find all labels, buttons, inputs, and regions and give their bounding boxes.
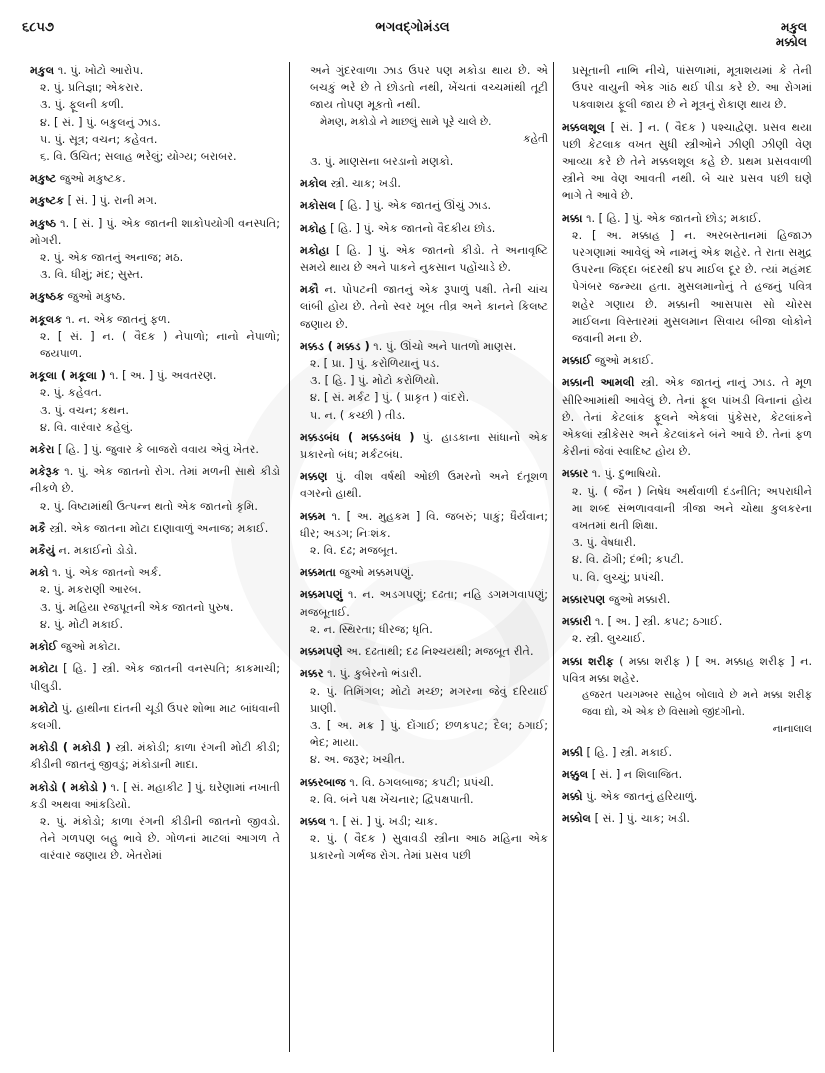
sense-text: ૪. [ સં. મર્કટ ] પું. ( પ્રાકૃત ) વાંદરો. bbox=[310, 391, 470, 405]
definition-text: ૩. પું. માણસના બરડાનો મણકો. bbox=[310, 155, 454, 169]
definition-text: જુઓ મકાઈ. bbox=[594, 354, 654, 368]
headword: મક્કરબાજ bbox=[300, 775, 346, 789]
sense-text: ૨. પું. એક જાતનું અનાજ; મઠ. bbox=[40, 251, 184, 265]
dictionary-entry bbox=[300, 508, 548, 560]
definition-text: [ હિ. ] પું. એક જાતનું ઊંચું ઝાડ. bbox=[339, 199, 492, 213]
headword: મક્કલશૂલ bbox=[562, 120, 606, 134]
sense-text: ૩. પું. વેષધારી. bbox=[572, 536, 637, 550]
sense-text: ૫. પું. સૂત્ર; વચન; કહેવત. bbox=[40, 132, 158, 146]
definition-text: ન. પોપટની જાતનું એક રૂપાળું પક્ષી. તેની ચાંચ લાંબી હોય છે. તેનો સ્વર ખૂબ તીવ્ર અને કાનને કિલષ્ટ જણાય છે. bbox=[300, 283, 548, 331]
definition-text: ૧. પું. એક જાતનો રોગ. તેમાં મળની સાથે કીડો નીકળે છે. bbox=[30, 465, 280, 496]
definition-text: પું. હાડકાના સાંધાનો એક પ્રકારનો બંધ; મર્કટબંધ. bbox=[300, 430, 548, 462]
dictionary-entry bbox=[562, 766, 812, 783]
dictionary-entry bbox=[30, 700, 280, 734]
sense-text: ૨. પું. પ્રતિજ્ઞા; એકરાર. bbox=[40, 81, 144, 95]
dictionary-column-3 bbox=[562, 62, 812, 832]
dictionary-entry bbox=[300, 175, 548, 192]
headword: મકૂલક bbox=[30, 312, 63, 326]
sense-text: ૩. [ અ. મક્ર ] પું. દોંગાઈ; છળકપટ; દૈલ; ઠગાઈ; ભેદ; માયા. bbox=[310, 718, 548, 750]
headword: મકૈ bbox=[30, 521, 46, 535]
sense-text: ૪. પું. મોટી મકાઈ. bbox=[40, 617, 124, 631]
dictionary-entry bbox=[30, 564, 280, 633]
dictionary-entry bbox=[300, 242, 548, 276]
dictionary-entry bbox=[562, 810, 812, 827]
dictionary-entry bbox=[300, 153, 548, 170]
sense-text: ૪. વિ. વારંવાર કહેલું. bbox=[40, 420, 134, 434]
definition-text: જુઓ મક્કમપણું. bbox=[339, 566, 414, 580]
sense-text: ૨. પું. કહેવત. bbox=[40, 386, 102, 400]
definition-text: સ્ત્રી. મંકોડી; કાળા રંગની મોટી કીડી; કીડીની જાતનું જીવડું; મંકોડાની માદા. bbox=[30, 741, 280, 772]
citation-source: નાનાલાલ bbox=[772, 723, 812, 736]
sense-text: ૨. વિ. દઢ; મજબૂત. bbox=[310, 544, 398, 558]
dictionary-entry bbox=[300, 62, 548, 148]
headword: મક્કારી bbox=[562, 615, 592, 629]
definition-text: ૧. [ અ. ] પું. અવતરણ. bbox=[109, 369, 217, 383]
dictionary-entry bbox=[30, 520, 280, 537]
sense-text: ૩. [ હિ. ] પું. મોટો કરોળિયો. bbox=[310, 374, 440, 388]
sense-text: ૬. વિ. ઉચિત; સલાહ ભરેલું; યોગ્ય; બરાબર. bbox=[40, 150, 237, 164]
citation-quote: હજરત પયગમ્બર સાહેબ બોલાવે છે મને મક્કા શરીફ જવા દ્યો, એ એક છે વિસામો જીંદગીનો. bbox=[582, 688, 812, 719]
citation-source: કહેતી bbox=[523, 132, 548, 145]
headword: મક્કોલ bbox=[562, 812, 592, 826]
dictionary-entry bbox=[562, 744, 812, 761]
headword: મક્કર bbox=[300, 667, 324, 681]
headword: મક્કા bbox=[562, 211, 583, 225]
headword: મકોલ bbox=[300, 177, 328, 191]
definition-text: ૧. પું. ખોટો આરોપ. bbox=[57, 64, 144, 77]
dictionary-entry bbox=[562, 374, 812, 460]
definition-text: ૧. વિ. ઠગલબાજ; કપટી; પ્રપંચી. bbox=[349, 775, 494, 789]
sense-text: ૨. સ્ત્રી. લુચ્ચાઈ. bbox=[572, 632, 646, 646]
headword: મક્કા શરીફ bbox=[562, 654, 614, 668]
definition-text: જુઓ મકુષ્ઠ. bbox=[67, 290, 126, 304]
sense-text: ૨. [ સં. ] ન. ( વૈદક ) નેપાળો; નાનો નેપાળો; જયપાળ. bbox=[40, 329, 280, 361]
dictionary-entry bbox=[30, 441, 280, 458]
headword: મકુષ્ટક bbox=[30, 194, 65, 208]
sense-text: ૩. વિ. ધીમું; મંદ; સુસ્ત. bbox=[40, 268, 144, 282]
headword: મકોટા bbox=[30, 662, 58, 676]
definition-text: જુઓ મકોટા. bbox=[60, 640, 121, 654]
definition-text: [ સં. ] ન. ( વૈદક ) પશ્ચાદ્વેણ. પ્રસવ થયા પછી કેટલાક વખત સુધી સ્ત્રીઓને ઝીણી ઝીણી વેણ આવ્યા કરે છે તેને મક્કલશૂલ કહે છે. પ્રથમ પ્રસવવાળી સ્ત્રીને આ વેણ આવતી નથી. બે ચાર પ્રસવ પછી ઘણે ભાગે તે આવે છે. bbox=[562, 120, 812, 203]
headword: મક્કી bbox=[562, 745, 583, 759]
definition-text: ૧. પું. એક જાતનો અર્ક. bbox=[52, 566, 162, 580]
sense-text: ૪. અ. જરૂર; ખચીત. bbox=[310, 753, 405, 767]
dictionary-entry bbox=[562, 788, 812, 805]
dictionary-entry bbox=[30, 739, 280, 773]
headword: મક્કાની આમલી bbox=[562, 376, 635, 390]
definition-text: પું. એક જાતનું હરિયાળું. bbox=[586, 789, 698, 803]
headword: મકૌ bbox=[300, 283, 319, 297]
definition-text: ૧. [ સં. ] પું. એક જાતની શાકોપયોગી વનસ્પતિ; મોગરી. bbox=[30, 216, 280, 247]
definition-text: [ હિ. ] પું. એક જાતનો વૈદકીય છોડ. bbox=[330, 221, 496, 235]
definition-text: પ્રસૂતાની નાભિ નીચે, પાંસળામાં, મૂત્રાશયમાં કે તેની ઉપર વાયુની એક ગાંઠ થઈ પીડા કરે છે. આ રોગમાં પક્વાશય ફૂલી જાય છે ને મૂત્રનું રોકાણ થાય છે. bbox=[572, 64, 812, 112]
dictionary-entry bbox=[30, 463, 280, 515]
definition-text: [ હિ. ] સ્ત્રી. એક જાતની વનસ્પતિ; કાકમાચી; પીલુડી. bbox=[30, 662, 280, 693]
headword: મકો bbox=[30, 566, 49, 580]
definition-text: [ સં. ] ન શિલાજિત. bbox=[591, 767, 683, 781]
citation-quote: મેમણ, મકોડો ને માછલું સામે પૂરે ચાલે છે. bbox=[320, 115, 492, 128]
sense-text: ૨. [ પ્રા. ] પું. કરોળિયાનું પડ. bbox=[310, 357, 440, 371]
headword: મક્કમપણું bbox=[300, 588, 343, 602]
definition-text: ૧. [ સં. મહાકીટ ] પું. ઘરેણામાં નખાતી કડી અથવા આંકડિયો. bbox=[30, 780, 280, 811]
guide-word-first: મકુલ bbox=[780, 20, 807, 34]
definition-text: ન. મકાઈનો ડોડો. bbox=[58, 544, 138, 558]
definition-text: ૧. ન. એક જાતનું ફળ. bbox=[65, 312, 171, 326]
headword: મક્કમ bbox=[300, 509, 326, 523]
dictionary-entry bbox=[562, 352, 812, 369]
definition-text: [ હિ. ] પું. જુવાર કે બાજરો વવાય એવું ખેતર. bbox=[57, 443, 259, 457]
definition-text: જુઓ મક્કારી. bbox=[608, 592, 671, 606]
definition-text: ૧. [ હિ. ] પું. એક જાતનો છોડ; મકાઈ. bbox=[586, 211, 762, 225]
headword: મકોહા bbox=[300, 243, 330, 257]
headword: મક્કમતા bbox=[300, 566, 336, 580]
sense-text: ૨. પું. ( જૈન ) નિષેધ અર્થવાળી દંડનીતિ; અપરાધીને મા શબ્દ સંભળાવવાની ત્રીજા અને ચોથા કુલકરના વખતમાં થતી શિક્ષા. bbox=[572, 484, 812, 533]
headword: મક્કો bbox=[562, 789, 583, 803]
definition-text: [ હિ. ] સ્ત્રી. મકાઈ. bbox=[586, 745, 673, 759]
dictionary-entry bbox=[30, 215, 280, 284]
sense-text: ૫. વિ. લુચ્ચું; પ્રપંચી. bbox=[572, 570, 665, 584]
definition-text: અ. દઢતાથી; દઢ નિશ્ચયથી; મજબૂત રીતે. bbox=[346, 645, 534, 659]
dictionary-entry bbox=[30, 660, 280, 694]
headword: મકેરૂક bbox=[30, 465, 60, 479]
sense-text: ૨. પું. મંકોડો; કાળા રંગની કીડીની જાતનો જીવડો. તેને ગળપણ બહુ ભાવે છે. ગોળનાં માટલાં આગળ તે વારંવાર જણાય છે. ખેતરોમાં bbox=[40, 814, 280, 863]
dictionary-entry bbox=[562, 653, 812, 739]
sense-text: ૪. [ સં. ] પું. બકુલનું ઝાડ. bbox=[40, 115, 161, 129]
definition-text: [ સં. ] પું. ચાક; ખડી. bbox=[594, 812, 690, 826]
definition-text: [ હિ. ] પું. એક જાતનો કીડો. તે અનાવૃષ્ટિ સમયે થાય છે અને પાકને નુકસાન પહોંચાડે છે. bbox=[300, 243, 548, 275]
dictionary-entry bbox=[300, 586, 548, 638]
dictionary-entry bbox=[30, 779, 280, 865]
sense-text: ૨. [ અ. મક્કાહ ] ન. અરબસ્તાનમાં હિજાઝ પરગણામાં આવેલું એ નામનું એક શહેર. તે રાતા સમુદ્ર ઉપરના જિદ્દા બંદરથી ૪૫ માઈલ દૂર છે. ત્યાં મહંમદ પેગંબર જન્મ્યા હતા. મુસલમાનોનું તે હજનું પવિત્ર શહેર ગણાય છે. મક્કાની આસપાસ સો ચોરસ માઈલના વિસ્તારમાં મુસલમાન સિવાય બીજા લોકોને જવાની મના છે. bbox=[572, 228, 812, 346]
dictionary-entry bbox=[300, 665, 548, 768]
headword: મક્કારપણ bbox=[562, 592, 606, 606]
headword: મક્કણ bbox=[300, 470, 328, 484]
headword: મકૂલા ( મકૂલા ) bbox=[30, 369, 106, 383]
headword: મકોસલ bbox=[300, 199, 337, 213]
headword: મક્કડબંધ ( મક્કડબંધ ) bbox=[300, 430, 415, 444]
headword: મકોડો ( મકોડો ) bbox=[30, 780, 107, 794]
dictionary-entry bbox=[30, 288, 280, 305]
dictionary-entry bbox=[30, 62, 280, 165]
definition-text: ૧. પું. કુબેરનો ભંડારી. bbox=[327, 667, 422, 681]
sense-text: ૨. વિ. બંને પક્ષ ખેંચનાર; દ્વિપક્ષપાતી. bbox=[310, 792, 474, 806]
column-divider bbox=[553, 62, 554, 1052]
headword: મકુલ bbox=[30, 64, 55, 77]
headword: મકોઈ bbox=[30, 640, 58, 654]
headword: મક્કાઈ bbox=[562, 354, 592, 368]
dictionary-entry bbox=[30, 192, 280, 209]
headword: મકુષ્ઠ bbox=[30, 216, 57, 230]
guide-word-last: મક્કોલ bbox=[775, 35, 807, 49]
definition-text: પું. હાથીના દાંતની ચૂડી ઉપર શોભા માટ બાંધવાની કલગી. bbox=[30, 701, 281, 732]
dictionary-entry bbox=[30, 170, 280, 187]
definition-text: સ્ત્રી. એક જાતના મોટા દાણાવાળું અનાજ; મકાઈ. bbox=[49, 521, 269, 535]
dictionary-entry bbox=[300, 564, 548, 581]
dictionary-entry bbox=[300, 813, 548, 865]
definition-text: ૧. પું. ઊંચો અને પાતળો માણસ. bbox=[373, 339, 517, 353]
sense-text: ૩. પું. વચન; કથન. bbox=[40, 403, 129, 417]
definition-text: ૧. ન. અડગપણું; દઢતા; નહિ ડગમગવાપણું; મજબૂતાઈ. bbox=[300, 588, 548, 619]
dictionary-entry bbox=[562, 465, 812, 585]
headword: મકોટો bbox=[30, 701, 58, 715]
definition-text: ( મક્કા શરીફ ) [ અ. મક્કાહ શરીફ ] ન. પવિત્ર મક્કા શહેર. bbox=[562, 654, 812, 685]
definition-text: ૧. [ સં. ] પું. ખડી; ચાક. bbox=[329, 814, 438, 828]
dictionary-entry bbox=[300, 338, 548, 424]
dictionary-entry bbox=[30, 638, 280, 655]
definition-text: પું. વીશ વર્ષથી ઓછી ઉમરનો અને દંતૂશળ વગરનો હાથી. bbox=[300, 470, 549, 501]
headword: મકોહ bbox=[300, 221, 327, 235]
sense-text: ૨. પું. વિષ્ટામાંથી ઉત્પન્ન થતો એક જાતનો કૃમિ. bbox=[40, 499, 258, 513]
dictionary-entry bbox=[30, 367, 280, 436]
definition-text: સ્ત્રી. ચાક; ખડી. bbox=[330, 177, 401, 191]
sense-text: ૩. પું. ફૂલની કળી. bbox=[40, 98, 124, 112]
headword: મક્કડ ( મક્કડ ) bbox=[300, 339, 370, 353]
sense-text: ૨. ન. સ્થિરતા; ધીરજ; ધૃતિ. bbox=[310, 622, 433, 636]
sense-text: ૨. પું. મકરાણી આરબ. bbox=[40, 583, 142, 597]
sense-text: ૫. ન. ( કચ્છી ) તીડ. bbox=[310, 408, 406, 422]
book-title: ભગવદ્ગોમંડલ bbox=[375, 20, 450, 35]
headword: મકુષ્ઠક bbox=[30, 290, 65, 304]
headword: મક્કમપણે bbox=[300, 645, 343, 659]
dictionary-entry bbox=[30, 542, 280, 559]
definition-text: સ્ત્રી. એક જાતનું નાનું ઝાડ. તે મૂળ સીરિઆમાંથી આવેલું છે. તેનાં ફૂલ પાંખડી વિનાનાં હોય છે. તેનાં કેટલાંક ફૂલને એકલાં પુંકેસર, કેટલાંકને એકલાં સ્ત્રીકેસર અને કેટલાંકને બંને આવે છે. તેનાં ફળ કેરીનાં જેવાં સ્વાદિષ્ટ હોય છે. bbox=[562, 376, 812, 459]
column-divider bbox=[289, 62, 290, 1052]
sense-text: ૨. પું. ( વૈદક ) સુવાવડી સ્ત્રીના આઠ મહિના એક પ્રકારનો ગર્ભજ રોગ. તેમાં પ્રસવ પછી bbox=[310, 832, 548, 863]
dictionary-entry bbox=[300, 281, 548, 333]
definition-text: [ સં. ] પું. રાની મગ. bbox=[67, 194, 158, 208]
dictionary-entry bbox=[300, 774, 548, 808]
dictionary-entry bbox=[300, 197, 548, 214]
dictionary-entry bbox=[300, 220, 548, 237]
guide-words bbox=[776, 20, 807, 50]
dictionary-entry bbox=[562, 119, 812, 205]
page-number: ૬૮૫૭ bbox=[22, 20, 55, 35]
definition-text: ૧. [ અ. મુહકમ ] વિ. જબરું; પાકું; ધૈર્યવાન; ધીર; અડગ; નિઃશંક. bbox=[300, 509, 548, 540]
dictionary-column-2 bbox=[300, 62, 548, 870]
headword: મક્કાર bbox=[562, 467, 589, 481]
dictionary-entry bbox=[300, 468, 548, 502]
dictionary-entry bbox=[562, 210, 812, 348]
dictionary-entry bbox=[562, 62, 812, 114]
headword: મકોડી ( મકોડી ) bbox=[30, 741, 111, 755]
sense-text: ૩. પું. મહિયા રજપૂતની એક જાતનો પુરુષ. bbox=[40, 600, 234, 614]
page-header bbox=[0, 16, 825, 60]
definition-text: અને ગુંદરવાળા ઝાડ ઉપર પણ મકોડા થાય છે. એ બચકું ભરે છે તે છોડતો નથી, ખેંચતાં વચ્ચમાંથી તૂટી જાય તોપણ મૂકતો નથી. bbox=[310, 64, 548, 112]
definition-text: ૧. પું. દુભાષિયો. bbox=[591, 467, 662, 481]
definition-text: ૧. [ અ. ] સ્ત્રી. કપટ; ઠગાઈ. bbox=[595, 615, 723, 629]
dictionary-entry bbox=[30, 311, 280, 363]
sense-text: ૨. પું. તિમિંગલ; મોટો મચ્છ; મગરના જેવું દરિયાઈ પ્રાણી. bbox=[310, 684, 548, 715]
dictionary-entry bbox=[300, 643, 548, 660]
definition-text: જુઓ મકુષ્ટક. bbox=[59, 172, 126, 186]
dictionary-entry bbox=[300, 429, 548, 463]
dictionary-entry bbox=[562, 591, 812, 608]
headword: મકૈયું bbox=[30, 544, 55, 558]
sense-text: ૪. વિ. ઢોંગી; દંભી; કપટી. bbox=[572, 553, 684, 567]
headword: મક્કુલ bbox=[562, 767, 589, 781]
dictionary-entry bbox=[562, 613, 812, 647]
dictionary-column-1 bbox=[30, 62, 280, 870]
headword: મકેરા bbox=[30, 443, 55, 457]
headword: મક્કલ bbox=[300, 814, 327, 828]
headword: મકુષ્ટ bbox=[30, 172, 57, 186]
